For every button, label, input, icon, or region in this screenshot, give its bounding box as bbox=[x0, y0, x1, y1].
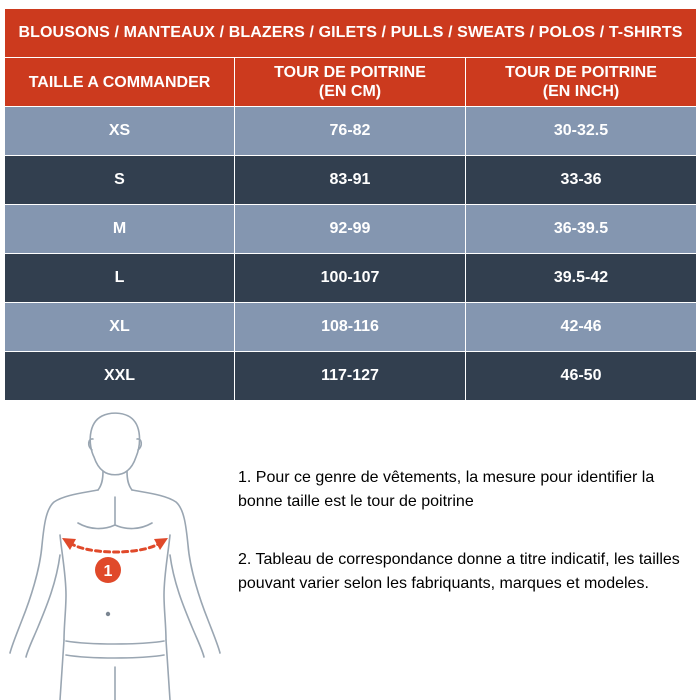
measure-marker-number: 1 bbox=[103, 563, 113, 580]
table-row bbox=[5, 156, 697, 205]
torso-right-side bbox=[164, 535, 170, 640]
left-shoulder-arm-outer bbox=[10, 490, 98, 653]
chest-cm-cell: 100-107 bbox=[235, 254, 466, 303]
table-row bbox=[5, 303, 697, 352]
size-cell: XXL bbox=[5, 352, 235, 401]
chest-cm-cell: 92-99 bbox=[235, 205, 466, 254]
neck-left bbox=[98, 471, 103, 490]
size-cell: M bbox=[5, 205, 235, 254]
size-cell: XL bbox=[5, 303, 235, 352]
note-2: 2. Tableau de correspondance donne a titre indicatif, les tailles pouvant varier selon les fabriquants, marques et modeles. bbox=[238, 551, 680, 592]
chest-inch-cell: 39.5-42 bbox=[466, 254, 697, 303]
table-row bbox=[5, 205, 697, 254]
note-1: 1. Pour ce genre de vêtements, la mesure pour identifier la bonne taille est le tour de poitrine bbox=[238, 469, 655, 510]
table-title: BLOUSONS / MANTEAUX / BLAZERS / GILETS / PULLS / SWEATS / POLOS / T-SHIRTS bbox=[5, 9, 697, 58]
table-header-row bbox=[5, 58, 697, 107]
shorts-waistband bbox=[66, 641, 164, 644]
size-cell: L bbox=[5, 254, 235, 303]
header-size: TAILLE A COMMANDER bbox=[5, 58, 235, 107]
table-row bbox=[5, 107, 697, 156]
right-arm-inner bbox=[170, 555, 204, 657]
size-cell: S bbox=[5, 156, 235, 205]
header-chest-cm-line1: TOUR DE POITRINE bbox=[274, 64, 426, 81]
left-arm-inner bbox=[26, 555, 60, 657]
head-outline bbox=[90, 413, 139, 475]
torso-left-side bbox=[60, 535, 66, 640]
table-row bbox=[5, 254, 697, 303]
header-chest-cm-line2: (EN CM) bbox=[318, 83, 382, 100]
header-chest-cm bbox=[235, 58, 466, 107]
chest-inch-cell: 42-46 bbox=[466, 303, 697, 352]
measure-arrow-right bbox=[154, 538, 168, 550]
size-cell: XS bbox=[5, 107, 235, 156]
table-row bbox=[5, 352, 697, 401]
chest-measure-line bbox=[70, 543, 160, 552]
chest-inch-cell: 46-50 bbox=[466, 352, 697, 401]
shorts-seam bbox=[66, 655, 164, 658]
navel-dot bbox=[106, 612, 110, 616]
chest-inch-cell: 30-32.5 bbox=[466, 107, 697, 156]
body-measurement-figure bbox=[0, 405, 225, 700]
chest-cm-cell: 76-82 bbox=[235, 107, 466, 156]
chest-inch-cell: 36-39.5 bbox=[466, 205, 697, 254]
chest-inch-cell: 33-36 bbox=[466, 156, 697, 205]
shorts-outline bbox=[60, 640, 170, 700]
header-chest-inch-line1: TOUR DE POITRINE bbox=[505, 64, 657, 81]
header-chest-inch-line2: (EN INCH) bbox=[542, 83, 620, 100]
neck-right bbox=[127, 471, 132, 490]
header-chest-inch bbox=[466, 58, 697, 107]
size-chart-table bbox=[4, 8, 697, 401]
measurement-notes bbox=[238, 466, 698, 595]
chest-cm-cell: 108-116 bbox=[235, 303, 466, 352]
chest-cm-cell: 117-127 bbox=[235, 352, 466, 401]
right-shoulder-arm-outer bbox=[132, 490, 220, 653]
chest-cm-cell: 83-91 bbox=[235, 156, 466, 205]
